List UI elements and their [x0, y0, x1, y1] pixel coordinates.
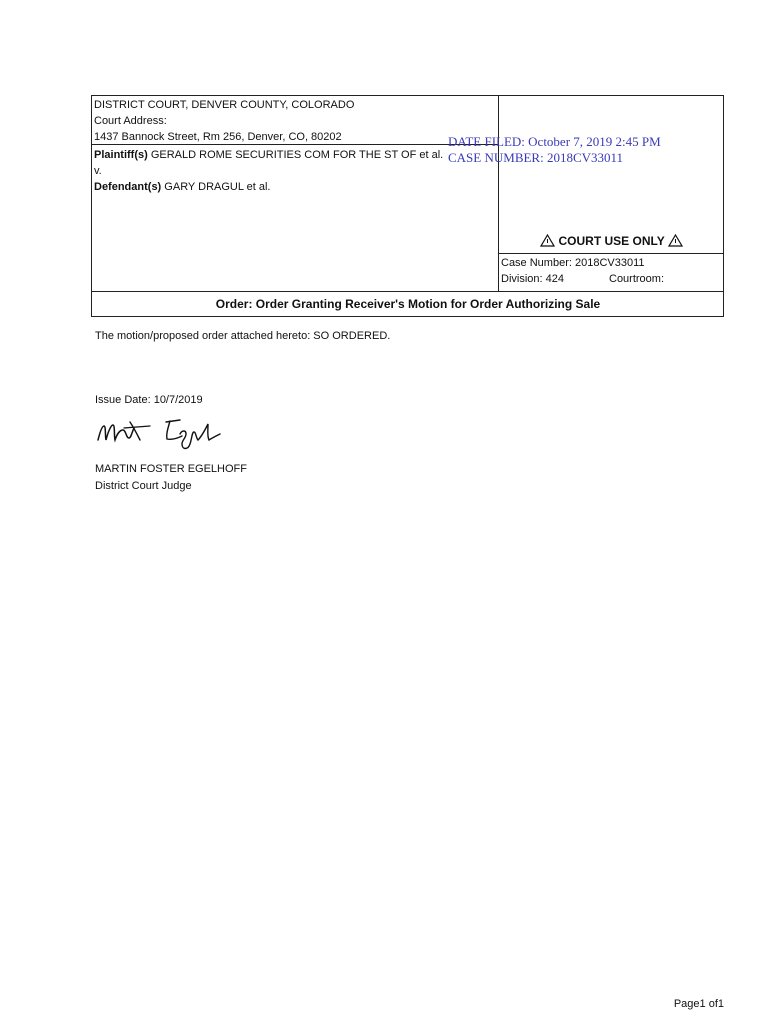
court-address: 1437 Bannock Street, Rm 256, Denver, CO, 80202 — [94, 131, 342, 143]
order-text: The motion/proposed order attached hereto: SO ORDERED. — [95, 330, 391, 342]
case-info — [499, 253, 724, 291]
plaintiff-name: GERALD ROME SECURITIES COM FOR THE ST OF et al. — [150, 149, 444, 161]
courtroom: Courtroom: — [609, 273, 665, 285]
plaintiff-line — [94, 147, 497, 163]
warning-triangle-icon — [668, 234, 683, 247]
division: Division: 424 — [501, 273, 564, 285]
defendant-line — [94, 179, 497, 195]
court-name: DISTRICT COURT, DENVER COUNTY, COLORADO — [94, 99, 355, 111]
judge-title: District Court Judge — [95, 480, 192, 492]
page-number: Page1 of1 — [673, 998, 724, 1010]
caption-right-column — [499, 96, 724, 291]
judge-signature — [94, 414, 226, 454]
parties-block — [92, 147, 499, 195]
court-address-label: Court Address: — [94, 115, 167, 127]
versus-text: v. — [94, 165, 102, 177]
judge-name: MARTIN FOSTER EGELHOFF — [95, 463, 247, 475]
filing-stamp — [448, 134, 661, 166]
defendant-name: GARY DRAGUL et al. — [164, 181, 271, 193]
defendant-label: Defendant(s) — [94, 181, 162, 193]
court-use-only-header — [499, 230, 724, 252]
stamp-date-filed: DATE FILED: October 7, 2019 2:45 PM — [448, 134, 661, 149]
caption-left-column — [92, 96, 499, 291]
division-courtroom-line — [501, 271, 722, 287]
plaintiff-label: Plaintiff(s) — [94, 149, 148, 161]
stamp-case-number: CASE NUMBER: 2018CV33011 — [448, 150, 624, 165]
case-caption — [91, 95, 724, 317]
court-block — [92, 96, 499, 145]
issue-date: Issue Date: 10/7/2019 — [95, 394, 203, 406]
warning-triangle-icon — [540, 234, 555, 247]
case-number: Case Number: 2018CV33011 — [501, 257, 645, 269]
order-title: Order: Order Granting Receiver's Motion for Order Authorizing Sale — [92, 291, 724, 317]
court-use-only-label: COURT USE ONLY — [558, 234, 665, 248]
